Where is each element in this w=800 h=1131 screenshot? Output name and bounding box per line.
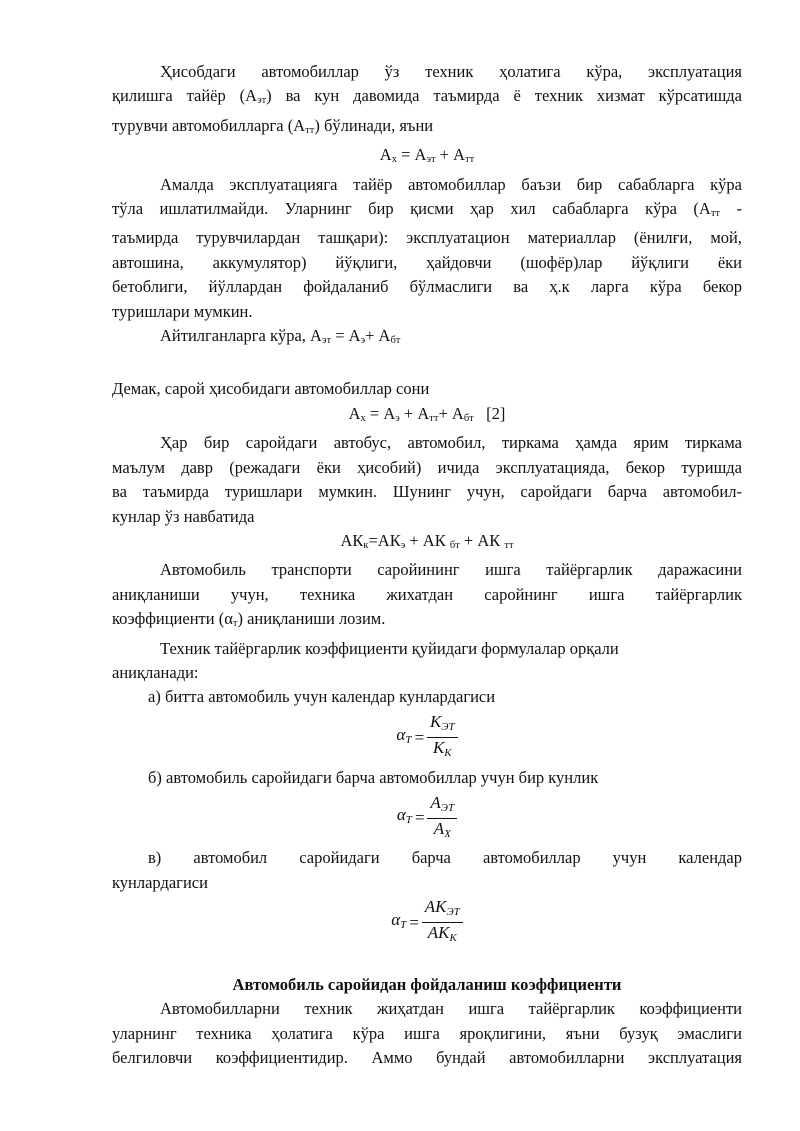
text-line: уларнинг техника ҳолатига кўра ишга яроқлигини, яъни бузуқ эмаслиги xyxy=(112,1023,742,1043)
text-line: таъмирда турувчилардан ташқари): эксплуатацион материаллар (ёнилғи, мой, xyxy=(112,228,742,248)
document-page xyxy=(112,60,742,1071)
equation-fleet-count: Ах = Аэ + Атт+ Абт [2] xyxy=(348,403,506,424)
text-line: белгиловчи коэффициентидир. Аммо бундай автомобилларни эксплуатация xyxy=(112,1048,742,1068)
paragraph-readiness xyxy=(112,558,742,636)
text-line: кунлар ўз навбатида xyxy=(112,506,255,526)
text-line: ва таъмирда туришлари мумкин. Шунинг учун, саройдаги барча автомобил- xyxy=(112,482,742,502)
text-line: в) автомобил саройидаги барча автомобиллар учун календар xyxy=(148,848,742,868)
text-line: қилишга тайёр (Аэт) ва кун давомида таъмирда ё техник хизмат кўрсатишда xyxy=(112,86,742,107)
list-item-c xyxy=(112,846,742,895)
paragraph-idle-reasons xyxy=(112,173,742,324)
paragraph-formulas-intro xyxy=(112,637,742,686)
paragraph-fleet-utilization xyxy=(112,997,742,1070)
text-line: аниқланади: xyxy=(112,662,199,682)
equation-total-vehicles: Ах = Аэт + Атт xyxy=(379,145,475,166)
text-line: туришлари мумкин. xyxy=(112,301,253,321)
text-line: Ҳар бир саройдаги автобус, автомобил, тиркама ҳамда ярим тиркама xyxy=(160,433,742,453)
text-line: маълум давр (режадаги ёки ҳисобий) ичида эксплуатацияда, бекор туришда xyxy=(112,457,742,477)
text-line: Автомобилларни техник жиҳатдан ишга тайёргарлик коэффициенти xyxy=(160,999,742,1019)
text-line: автошина, аккумулятор) йўқлиги, ҳайдовчи (шофёр)лар йўқлиги ёки xyxy=(112,252,742,272)
equation-vehicle-days: АКк=АКэ + АК бт + АК тт xyxy=(340,530,514,551)
list-item-b: б) автомобиль саройидаги барча автомобиллар учун бир кунлик xyxy=(148,767,599,787)
list-item-a: а) битта автомобиль учун календар кунлардагиси xyxy=(148,687,496,707)
text-line: Амалда эксплуатацияга тайёр автомобиллар баъзи бир сабабларга кўра xyxy=(160,174,742,194)
paragraph-vehicle-days xyxy=(112,431,742,529)
text-line: Техник тайёргарлик коэффициенти қуйидаги формулалар орқали xyxy=(160,638,619,658)
text-line: тўла ишлатилмайди. Уларнинг бир қисми ҳар хил сабабларга кўра (Атт - xyxy=(112,199,742,220)
text-line: турувчи автомобилларга (Атт) бўлинади, яъни xyxy=(112,115,434,136)
text-line: аниқланиши учун, техника жихатдан саройнинг ишга тайёргарлик xyxy=(112,584,742,604)
formula-a: αT = $\frac{\text{KЭТ}}{KК}$ xyxy=(112,710,742,766)
text-line: Демак, сарой ҳисобидаги автомобиллар сони xyxy=(112,379,430,399)
formula-b: αT = $\frac{\text{AЭТ}}{AХ}$ xyxy=(112,790,742,846)
formula-c: αT = $\frac{\text{AKЭТ}}{\text{AKК}}$ xyxy=(112,895,742,951)
text-line: бетоблиги, йўллардан фойдаланиб бўлмаслиги ва ҳ.к ларга кўра бекор xyxy=(112,277,742,297)
text-line: кунлардагиси xyxy=(112,872,208,892)
text-line: Ҳисобдаги автомобиллар ўз техник ҳолатига кўра, эксплуатация xyxy=(160,62,742,81)
equation-ready-vehicles: Айтилганларга кўра, Аэт = Аэ+ Абт xyxy=(160,326,401,347)
text-line: коэффициенти (αт) аниқланиши лозим. xyxy=(112,609,386,630)
section-heading: Автомобиль саройидан фойдаланиш коэффициенти xyxy=(232,974,622,994)
text-line: Автомобиль транспорти саройининг ишга тайёргарлик даражасини xyxy=(160,560,742,580)
paragraph-vehicle-division xyxy=(112,60,742,143)
